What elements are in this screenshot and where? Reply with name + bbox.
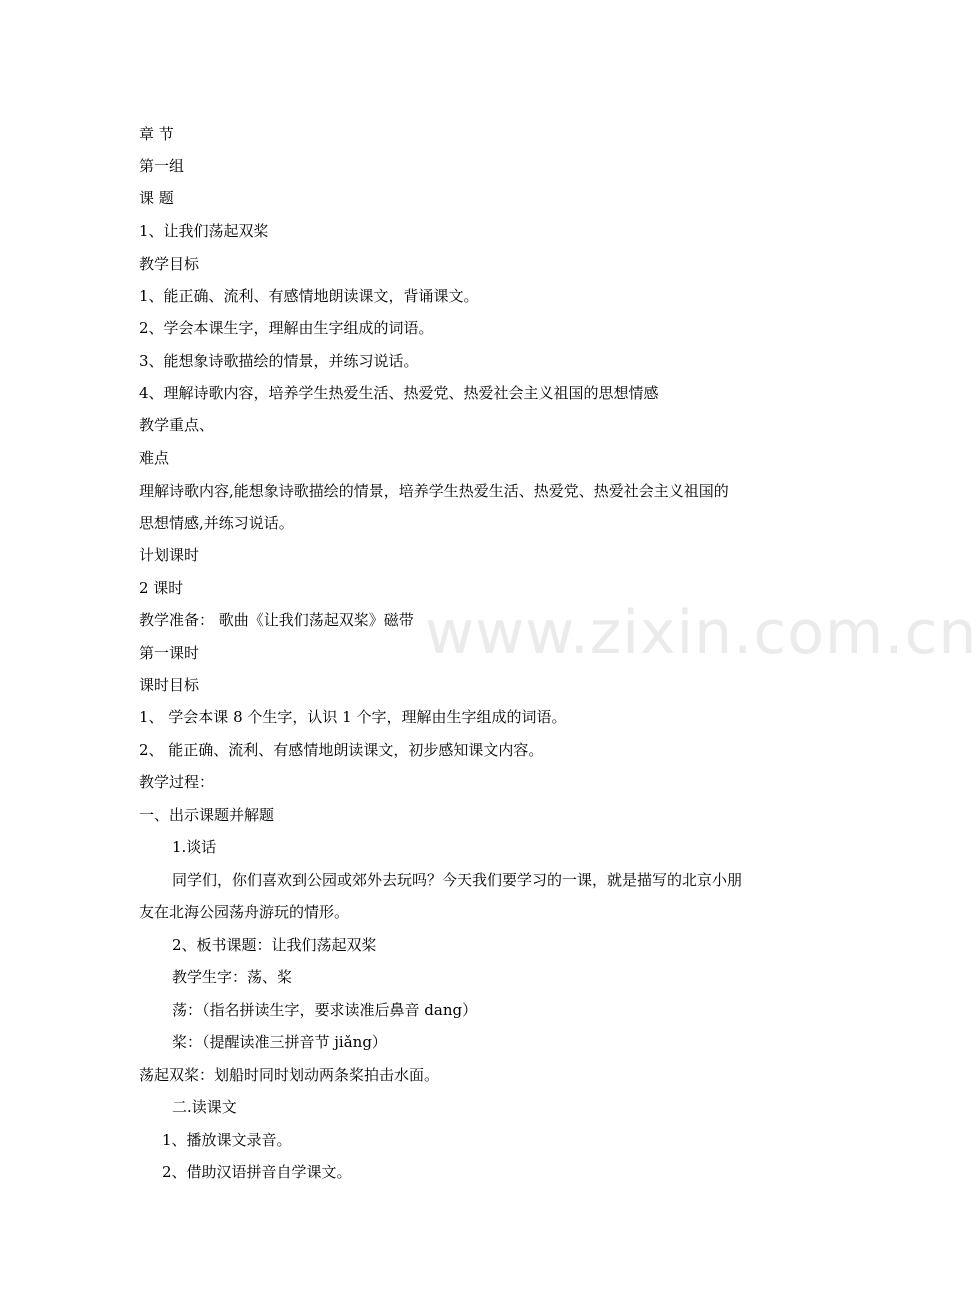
teaching-goals-heading: 教学目标 [139, 255, 200, 273]
planned-hours-heading: 计划课时 [139, 546, 200, 564]
goal-item: 4、理解诗歌内容，培养学生热爱生活、热爱党、热爱社会主义祖国的思想情感 [139, 384, 659, 402]
planned-hours-value: 2 课时 [139, 579, 184, 597]
section-heading: 一、出示课题并解题 [139, 806, 275, 824]
group-label: 第一组 [139, 157, 185, 175]
difficulties-heading: 难点 [139, 449, 170, 467]
chapter-label: 章 节 [139, 125, 174, 143]
paragraph-text: 同学们，你们喜欢到公园或郊外去玩吗？今天我们要学习的一课，就是描写的北京小朋 [172, 871, 743, 889]
lesson-goals-heading: 课时目标 [139, 676, 200, 694]
lesson-title: 1、让我们荡起双桨 [139, 222, 269, 240]
step-text: 2、借助汉语拼音自学课文。 [162, 1163, 352, 1181]
lesson-goal-item: 1、 学会本课 8 个生字，认识 1 个字，理解由生字组成的词语。 [139, 708, 567, 726]
step-text: 桨：（提醒读准三拼音节 jiǎng） [172, 1033, 387, 1051]
step-text: 1、播放课文录音。 [162, 1131, 292, 1149]
section-heading: 二.读课文 [172, 1098, 237, 1116]
step-text: 教学生字：荡、桨 [172, 968, 293, 986]
step-text: 荡：（指名拼读生字，要求读准后鼻音 dang） [172, 1001, 478, 1019]
step-heading: 1.谈话 [172, 838, 217, 856]
goal-item: 3、能想象诗歌描绘的情景，并练习说话。 [139, 352, 419, 370]
lesson-goal-item: 2、 能正确、流利、有感情地朗读课文，初步感知课文内容。 [139, 741, 544, 759]
key-points-text: 理解诗歌内容,能想象诗歌描绘的情景，培养学生热爱生活、热爱党、热爱社会主义祖国的 [139, 482, 729, 500]
preparation-line: 教学准备： 歌曲《让我们荡起双桨》磁带 [139, 611, 414, 629]
goal-item: 2、学会本课生字，理解由生字组成的词语。 [139, 319, 434, 337]
first-lesson-heading: 第一课时 [139, 644, 200, 662]
definition-text: 荡起双桨：划船时同时划动两条桨拍击水面。 [139, 1066, 440, 1084]
key-points-text-cont: 思想情感,并练习说话。 [139, 514, 294, 532]
step-heading: 2、板书课题：让我们荡起双桨 [172, 936, 377, 954]
paragraph-text-cont: 友在北海公园荡舟游玩的情形。 [139, 903, 350, 921]
topic-label: 课 题 [139, 189, 174, 207]
watermark: www.zixin.com.cn [425, 598, 977, 668]
goal-item: 1、能正确、流利、有感情地朗读课文，背诵课文。 [139, 287, 479, 305]
process-heading: 教学过程： [139, 773, 215, 791]
key-points-heading: 教学重点、 [139, 416, 215, 434]
